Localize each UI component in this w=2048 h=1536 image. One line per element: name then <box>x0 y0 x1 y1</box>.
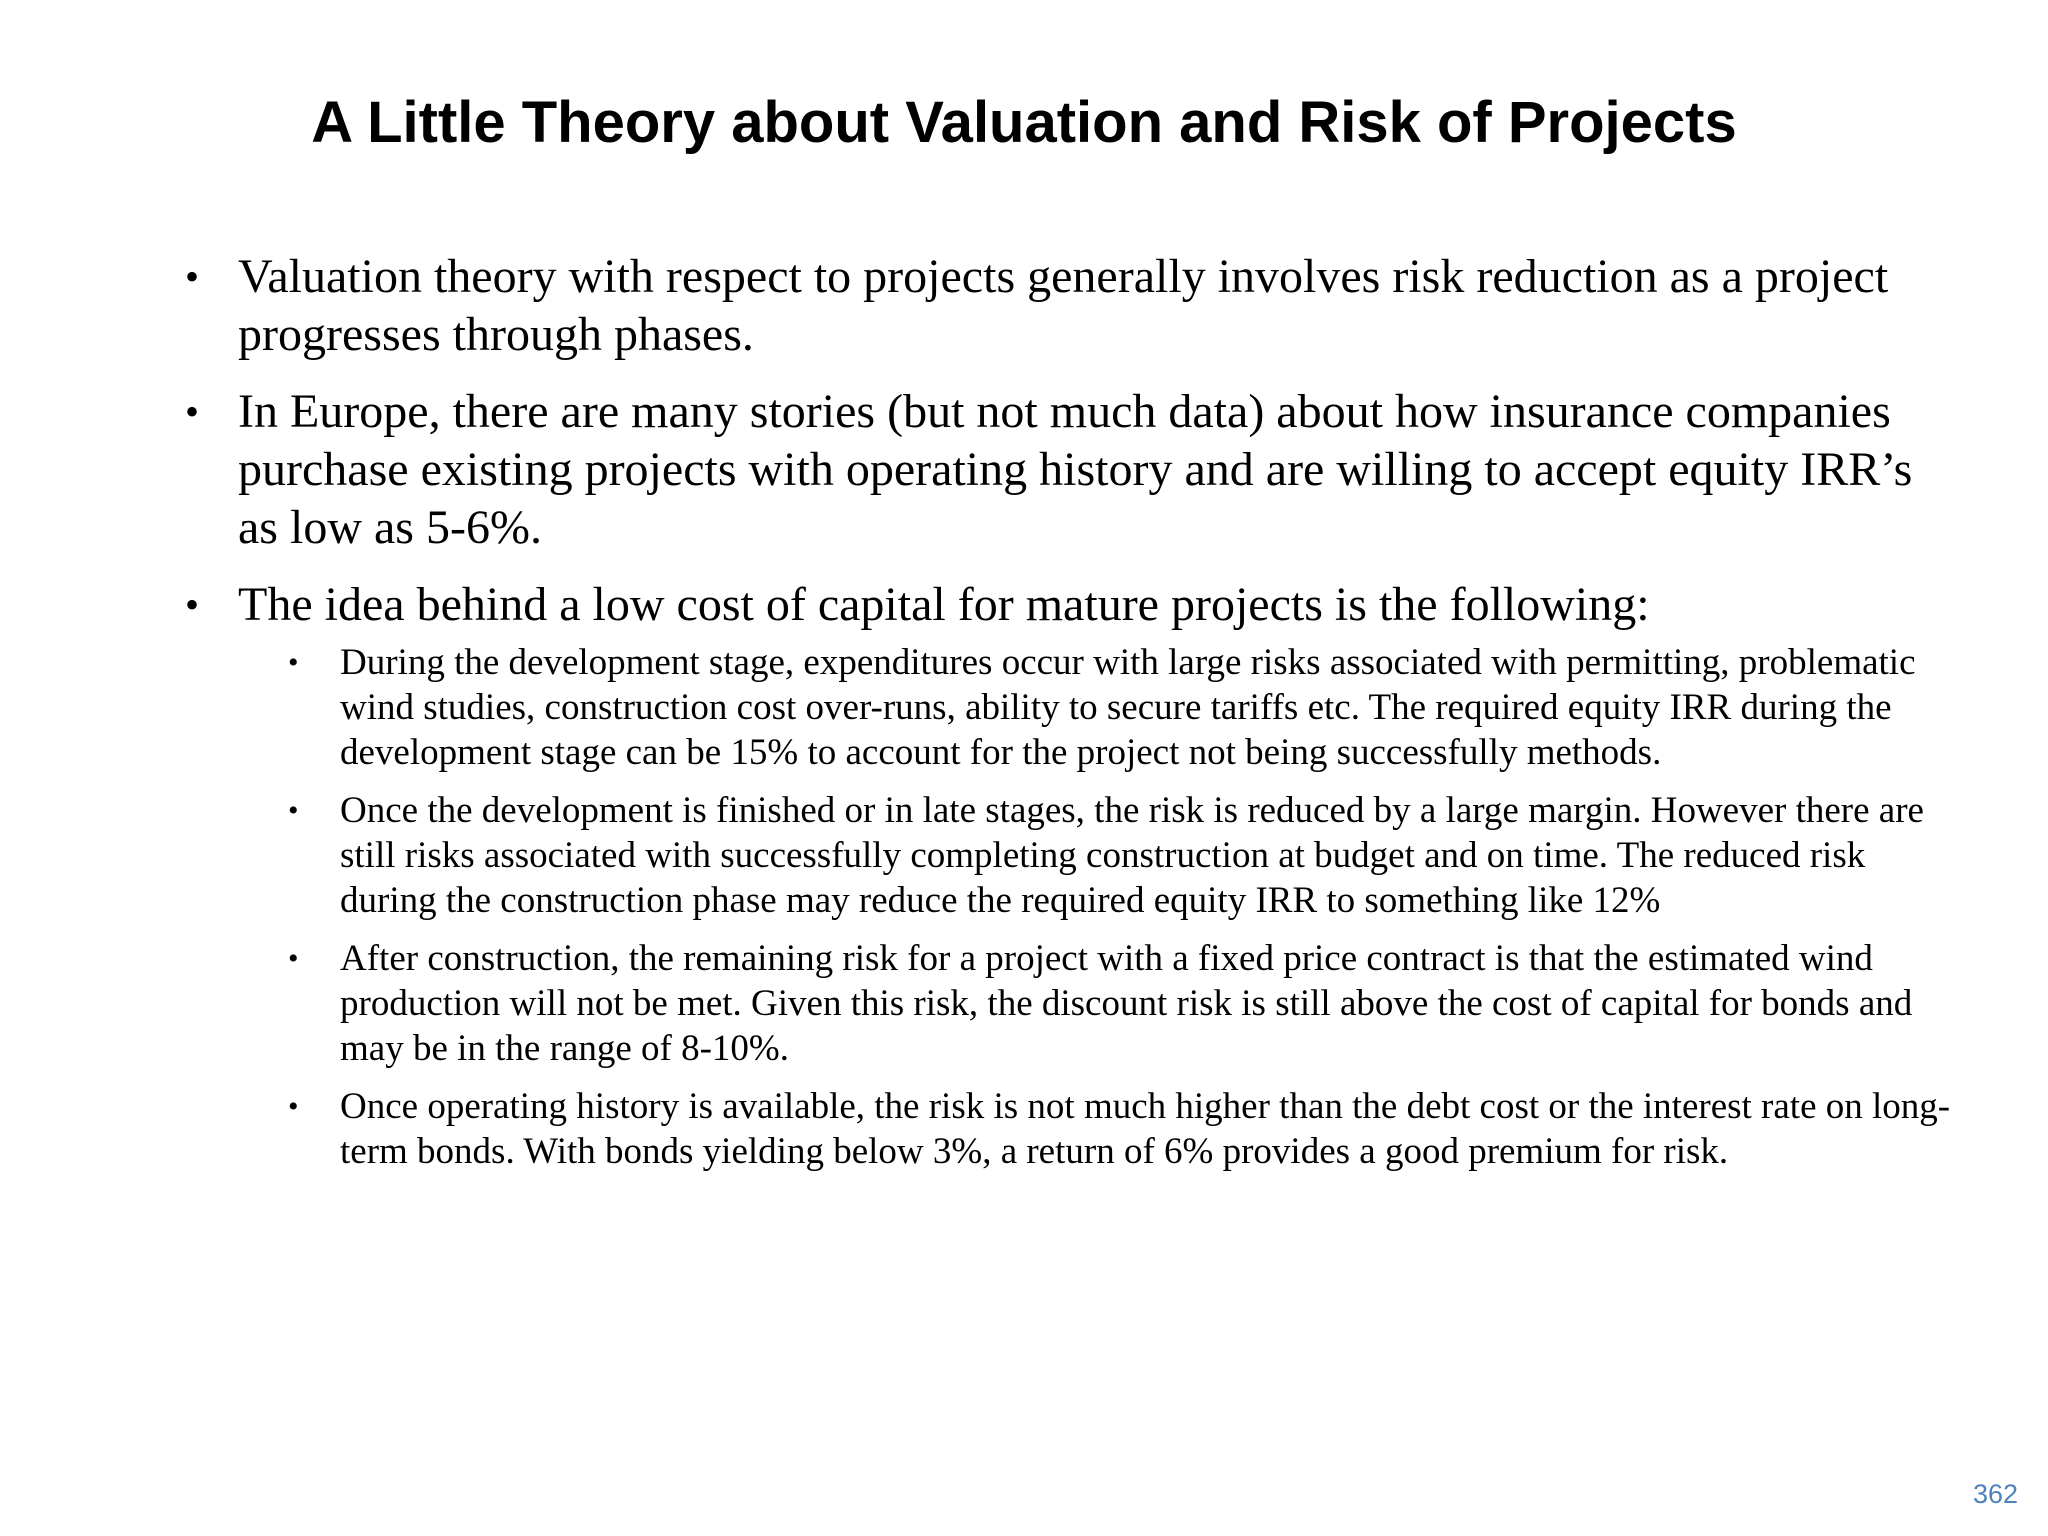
sub-bullet-dot-icon: • <box>288 942 299 975</box>
bullet-text: In Europe, there are many stories (but not much data) about how insurance companies purchase existing projects with operating history and are willing to accept equity IRR’s as low as 5-6%. <box>238 385 1913 554</box>
sub-bullet-dot-icon: • <box>288 794 299 827</box>
sub-bullet-text: During the development stage, expenditures occur with large risks associated with permitting, problematic wind studies, construction cost over-runs, ability to secure tariffs etc. The required equity IRR during the development stage can be 15% to account for the project not being successfully methods. <box>340 642 1916 773</box>
page-number: 362 <box>1972 1479 2018 1509</box>
sub-bullet-item-3 <box>185 936 1955 1071</box>
slide-content <box>185 248 1955 1187</box>
bullet-dot-icon: • <box>185 582 200 627</box>
bullet-dot-icon: • <box>185 389 200 434</box>
sub-bullet-item-4 <box>185 1084 1955 1174</box>
bullet-item-1 <box>185 248 1955 364</box>
bullet-text: The idea behind a low cost of capital for mature projects is the following: <box>238 578 1650 631</box>
sub-bullet-item-2 <box>185 788 1955 923</box>
bullet-item-3 <box>185 576 1955 634</box>
sub-bullet-text: Once the development is finished or in late stages, the risk is reduced by a large margin. However there are still risks associated with successfully completing construction at budget and on time. The reduced risk during the construction phase may reduce the required equity IRR to something like 12% <box>340 790 1924 921</box>
sub-bullet-list <box>185 640 1955 1174</box>
slide-title: A Little Theory about Valuation and Risk of Projects <box>311 90 1737 155</box>
sub-bullet-dot-icon: • <box>288 646 299 679</box>
bullet-dot-icon: • <box>185 254 200 299</box>
sub-bullet-item-1 <box>185 640 1955 775</box>
bullet-item-2 <box>185 383 1955 557</box>
sub-bullet-dot-icon: • <box>288 1090 299 1123</box>
sub-bullet-text: Once operating history is available, the risk is not much higher than the debt cost or the interest rate on long-term bonds. With bonds yielding below 3%, a return of 6% provides a good premium for risk. <box>340 1086 1951 1172</box>
sub-bullet-text: After construction, the remaining risk for a project with a fixed price contract is that the estimated wind production will not be met. Given this risk, the discount risk is still above the cost of capital for bonds and may be in the range of 8-10%. <box>340 938 1913 1069</box>
bullet-text: Valuation theory with respect to projects generally involves risk reduction as a project progresses through phases. <box>238 250 1889 361</box>
